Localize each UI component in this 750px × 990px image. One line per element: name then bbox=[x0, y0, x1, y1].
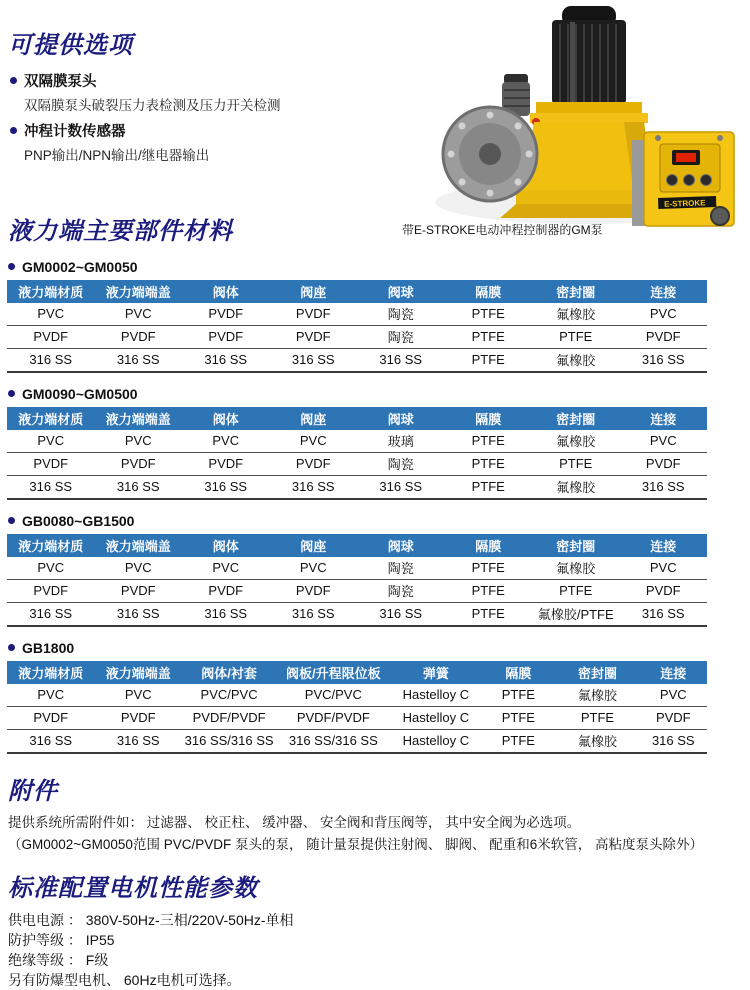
column-header: 阀球 bbox=[357, 407, 445, 430]
table-cell: 陶瓷 bbox=[357, 303, 445, 326]
column-header: 密封圈 bbox=[532, 280, 620, 303]
model-heading bbox=[8, 640, 750, 656]
motor-section bbox=[0, 875, 750, 990]
table-cell: PVDF/PVDF bbox=[276, 706, 390, 729]
table-cell: 氟橡胶 bbox=[532, 475, 620, 499]
column-header: 阀板/升程限位板 bbox=[276, 661, 390, 684]
column-header: 密封圈 bbox=[532, 534, 620, 557]
column-header: 密封圈 bbox=[555, 661, 639, 684]
model-heading bbox=[8, 259, 750, 275]
column-header: 隔膜 bbox=[481, 661, 555, 684]
table-cell: PVDF bbox=[270, 303, 358, 326]
table-cell: PTFE bbox=[445, 303, 533, 326]
table-cell: PVC bbox=[7, 557, 95, 580]
table-cell: PVDF bbox=[270, 452, 358, 475]
column-header: 阀球 bbox=[357, 280, 445, 303]
table-cell: PVDF bbox=[95, 706, 183, 729]
table-row bbox=[7, 557, 707, 580]
table-cell: PTFE bbox=[532, 579, 620, 602]
table-cell: PVC bbox=[95, 684, 183, 707]
column-header: 连接 bbox=[640, 661, 707, 684]
table-cell: 316 SS bbox=[7, 729, 95, 753]
materials-table-block bbox=[0, 259, 750, 373]
option-label: 冲程计数传感器 bbox=[24, 123, 126, 140]
motor-line: 绝缘等级 ： F级 bbox=[8, 951, 109, 968]
table-cell: Hastelloy C bbox=[390, 684, 481, 707]
column-header: 液力端材质 bbox=[7, 280, 95, 303]
column-header: 阀体 bbox=[182, 407, 270, 430]
header-row bbox=[7, 534, 707, 557]
table-cell: 玻璃 bbox=[357, 430, 445, 453]
table-cell: PTFE bbox=[532, 325, 620, 348]
table-row bbox=[7, 475, 707, 499]
table-cell: PVC bbox=[7, 684, 95, 707]
table-cell: 氟橡胶 bbox=[532, 303, 620, 326]
materials-table bbox=[7, 280, 707, 373]
materials-table bbox=[7, 661, 707, 754]
table-cell: 316 SS bbox=[7, 348, 95, 372]
bullet-dot-icon bbox=[8, 390, 15, 397]
header-row bbox=[7, 661, 707, 684]
table-cell: 316 SS bbox=[357, 602, 445, 626]
table-cell: PVDF bbox=[95, 452, 183, 475]
table-cell: Hastelloy C bbox=[390, 706, 481, 729]
table-cell: 316 SS bbox=[95, 348, 183, 372]
materials-table-block bbox=[0, 386, 750, 500]
option-label: 双隔膜泵头 bbox=[24, 73, 97, 90]
table-row bbox=[7, 303, 707, 326]
table-cell: PTFE bbox=[445, 348, 533, 372]
table-cell: 316 SS bbox=[270, 348, 358, 372]
table-cell: PVC bbox=[270, 430, 358, 453]
materials-table-block bbox=[0, 513, 750, 627]
table-cell: PVDF bbox=[7, 706, 95, 729]
table-cell: 316 SS bbox=[270, 602, 358, 626]
table-cell: PTFE bbox=[555, 706, 639, 729]
column-header: 隔膜 bbox=[445, 534, 533, 557]
table-cell: PVDF bbox=[182, 303, 270, 326]
table-row bbox=[7, 325, 707, 348]
table-cell: 316 SS bbox=[7, 475, 95, 499]
table-cell: 陶瓷 bbox=[357, 325, 445, 348]
table-cell: PTFE bbox=[445, 325, 533, 348]
table-cell: 316 SS bbox=[95, 602, 183, 626]
bullet-dot-icon bbox=[8, 644, 15, 651]
table-cell: 316 SS/316 SS bbox=[276, 729, 390, 753]
table-cell: 陶瓷 bbox=[357, 452, 445, 475]
materials-table-block bbox=[0, 640, 750, 754]
table-cell: PTFE bbox=[445, 602, 533, 626]
table-cell: 316 SS bbox=[182, 348, 270, 372]
table-row bbox=[7, 706, 707, 729]
table-cell: PVDF bbox=[7, 452, 95, 475]
column-header: 液力端材质 bbox=[7, 661, 95, 684]
table-cell: PTFE bbox=[481, 684, 555, 707]
options-title: 可提供选项 bbox=[8, 32, 133, 59]
table-cell: PVC bbox=[95, 430, 183, 453]
table-cell: 316 SS/316 SS bbox=[182, 729, 276, 753]
table-cell: 氟橡胶 bbox=[532, 348, 620, 372]
table-cell: 氟橡胶 bbox=[532, 557, 620, 580]
table-cell: PVC bbox=[182, 430, 270, 453]
table-row bbox=[7, 729, 707, 753]
table-cell: 氟橡胶 bbox=[555, 684, 639, 707]
column-header: 连接 bbox=[620, 407, 708, 430]
column-header: 连接 bbox=[620, 534, 708, 557]
table-cell: 316 SS bbox=[357, 475, 445, 499]
column-header: 隔膜 bbox=[445, 407, 533, 430]
table-cell: PVC bbox=[7, 430, 95, 453]
table-cell: PVDF bbox=[270, 579, 358, 602]
accessories-section bbox=[0, 778, 750, 856]
table-cell: 316 SS bbox=[620, 475, 708, 499]
accessories-line: 提供系统所需附件如： 过滤器、 校正柱、 缓冲器、 安全阀和背压阀等， 其中安全阀为必选项。 bbox=[8, 815, 581, 831]
table-cell: PVC bbox=[620, 557, 708, 580]
model-heading bbox=[8, 386, 750, 402]
table-cell: PVDF bbox=[620, 579, 708, 602]
table-row bbox=[7, 602, 707, 626]
column-header: 阀座 bbox=[270, 407, 358, 430]
column-header: 阀体 bbox=[182, 280, 270, 303]
table-cell: PTFE bbox=[481, 729, 555, 753]
model-label: GB1800 bbox=[22, 639, 75, 656]
table-cell: PVC bbox=[95, 557, 183, 580]
table-cell: PTFE bbox=[445, 579, 533, 602]
table-cell: 316 SS bbox=[7, 602, 95, 626]
materials-title: 液力端主要部件材料 bbox=[8, 218, 233, 245]
table-cell: PTFE bbox=[445, 452, 533, 475]
header-row bbox=[7, 280, 707, 303]
table-cell: PVDF bbox=[182, 452, 270, 475]
table-cell: PVDF/PVDF bbox=[182, 706, 276, 729]
table-cell: PVC bbox=[95, 303, 183, 326]
table-cell: PVDF bbox=[95, 325, 183, 348]
table-cell: 316 SS bbox=[270, 475, 358, 499]
table-cell: 316 SS bbox=[357, 348, 445, 372]
table-cell: PVC bbox=[7, 303, 95, 326]
table-cell: 316 SS bbox=[95, 729, 183, 753]
accessories-title: 附件 bbox=[8, 777, 58, 805]
model-label: GM0090~GM0500 bbox=[22, 385, 138, 402]
table-cell: PTFE bbox=[445, 430, 533, 453]
table-cell: 氟橡胶 bbox=[532, 430, 620, 453]
table-cell: PVC/PVC bbox=[182, 684, 276, 707]
motor-line: 供电电源 ： 380V-50Hz-三相/220V-50Hz-单相 bbox=[8, 911, 294, 928]
table-cell: 316 SS bbox=[620, 348, 708, 372]
table-cell: 氟橡胶/PTFE bbox=[532, 602, 620, 626]
column-header: 阀座 bbox=[270, 534, 358, 557]
column-header: 弹簧 bbox=[390, 661, 481, 684]
column-header: 液力端材质 bbox=[7, 407, 95, 430]
table-cell: PVDF bbox=[7, 579, 95, 602]
table-cell: PVC bbox=[182, 557, 270, 580]
column-header: 液力端端盖 bbox=[95, 534, 183, 557]
bullet-dot-icon bbox=[8, 263, 15, 270]
column-header: 隔膜 bbox=[445, 280, 533, 303]
motor-title: 标准配置电机性能参数 bbox=[8, 875, 258, 903]
motor-line: 防护等级 ： IP55 bbox=[8, 931, 115, 948]
column-header: 连接 bbox=[620, 280, 708, 303]
column-header: 阀体/衬套 bbox=[182, 661, 276, 684]
table-row bbox=[7, 452, 707, 475]
table-cell: 316 SS bbox=[182, 602, 270, 626]
header-row bbox=[7, 407, 707, 430]
model-label: GM0002~GM0050 bbox=[22, 258, 138, 275]
table-cell: PVC bbox=[620, 430, 708, 453]
bullet-dot-icon bbox=[10, 77, 17, 84]
table-cell: PTFE bbox=[445, 475, 533, 499]
model-heading bbox=[8, 513, 750, 529]
bullet-dot-icon bbox=[8, 517, 15, 524]
materials-table bbox=[7, 407, 707, 500]
accessories-line: （GM0002~GM0050范围 PVC/PVDF 泵头的泵， 随计量泵提供注射阀、 脚阀、 配重和6米软管， 高粘度泵头除外） bbox=[8, 837, 703, 853]
controller-brand-label: E-STROKE bbox=[664, 198, 706, 209]
column-header: 密封圈 bbox=[532, 407, 620, 430]
column-header: 阀座 bbox=[270, 280, 358, 303]
table-cell: PVDF bbox=[620, 452, 708, 475]
model-label: GB0080~GB1500 bbox=[22, 512, 135, 529]
column-header: 液力端端盖 bbox=[95, 407, 183, 430]
table-cell: 陶瓷 bbox=[357, 579, 445, 602]
table-cell: PVDF bbox=[95, 579, 183, 602]
table-cell: 陶瓷 bbox=[357, 557, 445, 580]
table-cell: PTFE bbox=[481, 706, 555, 729]
column-header: 液力端端盖 bbox=[95, 280, 183, 303]
table-cell: PVDF bbox=[270, 325, 358, 348]
table-cell: PVDF bbox=[182, 325, 270, 348]
table-cell: PVC bbox=[620, 303, 708, 326]
column-header: 液力端端盖 bbox=[95, 661, 183, 684]
option-detail: 双隔膜泵头破裂压力表检测及压力开关检测 bbox=[24, 97, 281, 113]
column-header: 液力端材质 bbox=[7, 534, 95, 557]
table-cell: 316 SS bbox=[620, 602, 708, 626]
table-cell: Hastelloy C bbox=[390, 729, 481, 753]
table-cell: 316 SS bbox=[182, 475, 270, 499]
table-cell: PVDF bbox=[640, 706, 707, 729]
table-cell: 316 SS bbox=[95, 475, 183, 499]
pump-caption: 带E-STROKE电动冲程控制器的GM泵 bbox=[402, 223, 603, 237]
table-row bbox=[7, 430, 707, 453]
pump-illustration bbox=[420, 2, 742, 228]
bullet-dot-icon bbox=[10, 127, 17, 134]
motor-line: 另有防爆型电机、 60Hz电机可选择。 bbox=[8, 971, 241, 988]
table-cell: PVDF bbox=[7, 325, 95, 348]
materials-table bbox=[7, 534, 707, 627]
table-row bbox=[7, 579, 707, 602]
table-cell: 316 SS bbox=[640, 729, 707, 753]
table-cell: PVC bbox=[640, 684, 707, 707]
option-detail: PNP输出/NPN输出/继电器输出 bbox=[24, 147, 210, 163]
column-header: 阀体 bbox=[182, 534, 270, 557]
table-row bbox=[7, 348, 707, 372]
table-cell: PVDF bbox=[182, 579, 270, 602]
table-row bbox=[7, 684, 707, 707]
table-cell: PVDF bbox=[620, 325, 708, 348]
table-cell: 氟橡胶 bbox=[555, 729, 639, 753]
column-header: 阀球 bbox=[357, 534, 445, 557]
table-cell: PVC/PVC bbox=[276, 684, 390, 707]
table-cell: PTFE bbox=[532, 452, 620, 475]
pump-photo bbox=[402, 2, 742, 237]
table-cell: PTFE bbox=[445, 557, 533, 580]
table-cell: PVC bbox=[270, 557, 358, 580]
